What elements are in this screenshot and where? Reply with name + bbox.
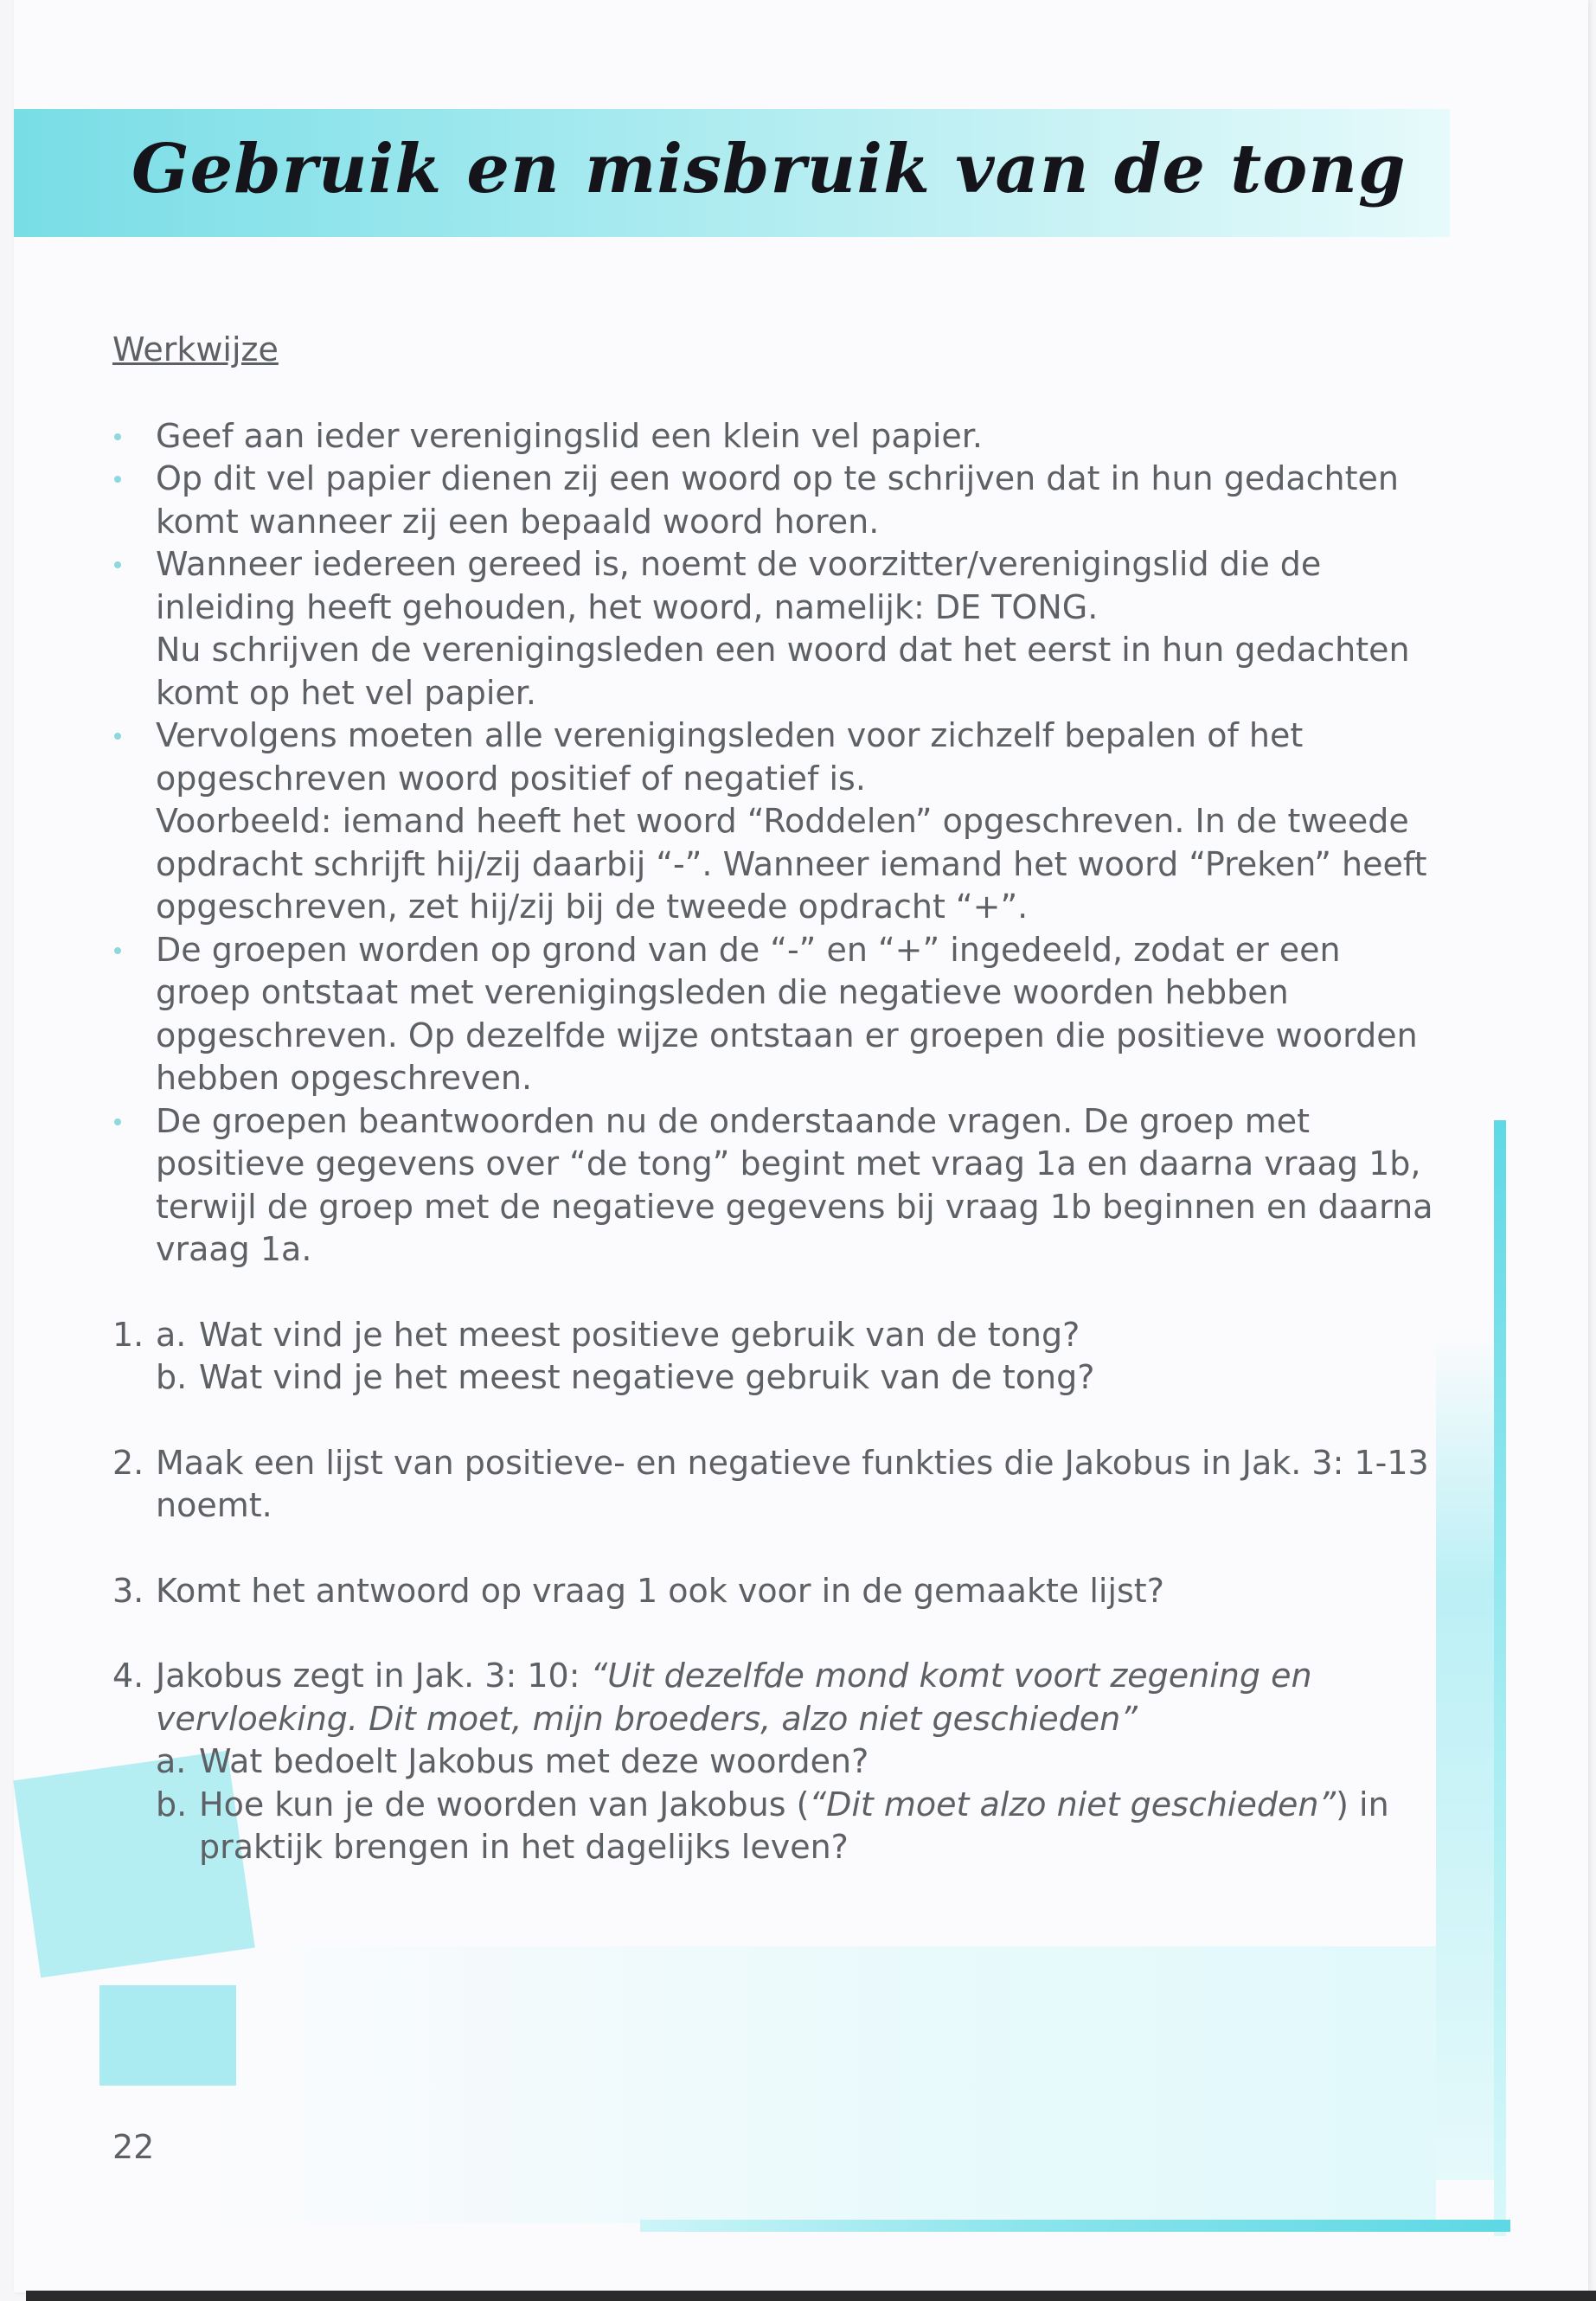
bullet-icon bbox=[114, 433, 121, 440]
instruction-list bbox=[112, 415, 1445, 1272]
list-item bbox=[112, 415, 1445, 458]
sub-letter: a. bbox=[156, 1742, 187, 1780]
question-list bbox=[112, 1314, 1445, 1869]
question-text-pre: Hoe kun je de woorden van Jakobus ( bbox=[199, 1785, 810, 1823]
list-item-text: De groepen beantwoorden nu de onderstaande vragen. De groep met positieve gegevens over “de tong” begint met vraag 1a en daarna vraag 1b, terwijl de groep met de negatieve gegevens bij vraag 1b beginnen en daarna vraag 1a. bbox=[156, 1101, 1433, 1268]
list-item bbox=[112, 929, 1445, 1100]
question-text: Wat vind je het meest negatieve gebruik van de tong? bbox=[199, 1358, 1095, 1396]
bullet-icon bbox=[114, 947, 121, 954]
sub-letter: b. bbox=[156, 1785, 188, 1823]
question-4 bbox=[112, 1655, 1445, 1869]
question-text: Maak een lijst van positieve- en negatieve funkties die Jakobus in Jak. 3: 1-13 noemt. bbox=[156, 1443, 1429, 1524]
question-text: Wat bedoelt Jakobus met deze woorden? bbox=[199, 1742, 869, 1780]
list-item-extra: Voorbeeld: iemand heeft het woord “Roddelen” opgeschreven. In de tweede opdracht schrijft hij/zij daarbij “-”. Wanneer iemand het woord “Preken” heeft opgeschreven, zet hij/zij bij de tweede opdracht “+”. bbox=[156, 802, 1427, 926]
list-item-text: De groepen worden op grond van de “-” en “+” ingedeeld, zodat er een groep ontstaat met verenigingsleden die negatieve woorden hebben opgeschreven. Op dezelfde wijze ontstaan er groepen die positieve woorden hebben opgeschreven. bbox=[156, 930, 1418, 1097]
list-item bbox=[112, 715, 1445, 929]
bullet-icon bbox=[114, 476, 121, 483]
question-3 bbox=[112, 1570, 1445, 1613]
list-item bbox=[112, 458, 1445, 543]
list-item-text: Op dit vel papier dienen zij een woord op te schrijven dat in hun gedachten komt wanneer zij een bepaald woord horen. bbox=[156, 459, 1399, 541]
bible-quote: “Dit moet alzo niet geschieden” bbox=[809, 1785, 1336, 1823]
question-text bbox=[156, 1655, 1445, 1740]
question-1b bbox=[156, 1356, 1445, 1400]
list-item-text: Wanneer iedereen gereed is, noemt de voorzitter/verenigingslid die de inleiding heeft gehouden, het woord, namelijk: DE TONG. bbox=[156, 545, 1322, 626]
decorative-square bbox=[99, 1985, 236, 2086]
question-number: 2. bbox=[112, 1443, 144, 1482]
question-4b bbox=[156, 1784, 1445, 1869]
list-item bbox=[112, 543, 1445, 715]
question-number: 4. bbox=[112, 1657, 144, 1695]
question-text-post: ) in praktijk brengen in het dagelijks leven? bbox=[199, 1785, 1389, 1866]
sub-letter: b. bbox=[156, 1358, 188, 1396]
list-item bbox=[112, 1100, 1445, 1272]
page-title: Gebruik en misbruik van de tong bbox=[131, 130, 1407, 208]
main-content bbox=[112, 329, 1445, 1912]
question-1 bbox=[112, 1314, 1445, 1400]
bullet-icon bbox=[114, 1118, 121, 1125]
page-number: 22 bbox=[112, 2128, 155, 2166]
list-item-text: Vervolgens moeten alle verenigingsleden voor zichzelf bepalen of het opgeschreven woord positief of negatief is. bbox=[156, 716, 1304, 798]
question-1a bbox=[156, 1314, 1445, 1357]
decorative-bar-horizontal bbox=[640, 2220, 1510, 2232]
bible-quote: “Uit dezelfde mond komt voort zegening en vervloeking. Dit moet, mijn broeders, alzo niet geschieden” bbox=[156, 1657, 1312, 1738]
decorative-bar-vertical bbox=[1494, 1120, 1506, 2236]
question-text bbox=[199, 1784, 1445, 1869]
question-intro: Jakobus zegt in Jak. 3: 10: bbox=[156, 1657, 591, 1695]
bullet-icon bbox=[114, 561, 121, 568]
decorative-wash bbox=[208, 1946, 1436, 2223]
scan-edge bbox=[26, 2291, 1596, 2301]
question-text: Komt het antwoord op vraag 1 ook voor in de gemaakte lijst? bbox=[156, 1571, 1164, 1610]
question-2 bbox=[112, 1442, 1445, 1528]
list-item-extra: Nu schrijven de verenigingsleden een woord dat het eerst in hun gedachten komt op het vel papier. bbox=[156, 631, 1410, 712]
question-number: 1. bbox=[112, 1315, 144, 1354]
question-number: 3. bbox=[112, 1571, 144, 1610]
question-text: Wat vind je het meest positieve gebruik van de tong? bbox=[199, 1315, 1080, 1354]
list-item-text: Geef aan ieder verenigingslid een klein vel papier. bbox=[156, 416, 983, 455]
question-4a bbox=[156, 1740, 1445, 1784]
bullet-icon bbox=[114, 733, 121, 740]
section-heading: Werkwijze bbox=[112, 330, 279, 369]
sub-letter: a. bbox=[156, 1315, 187, 1354]
